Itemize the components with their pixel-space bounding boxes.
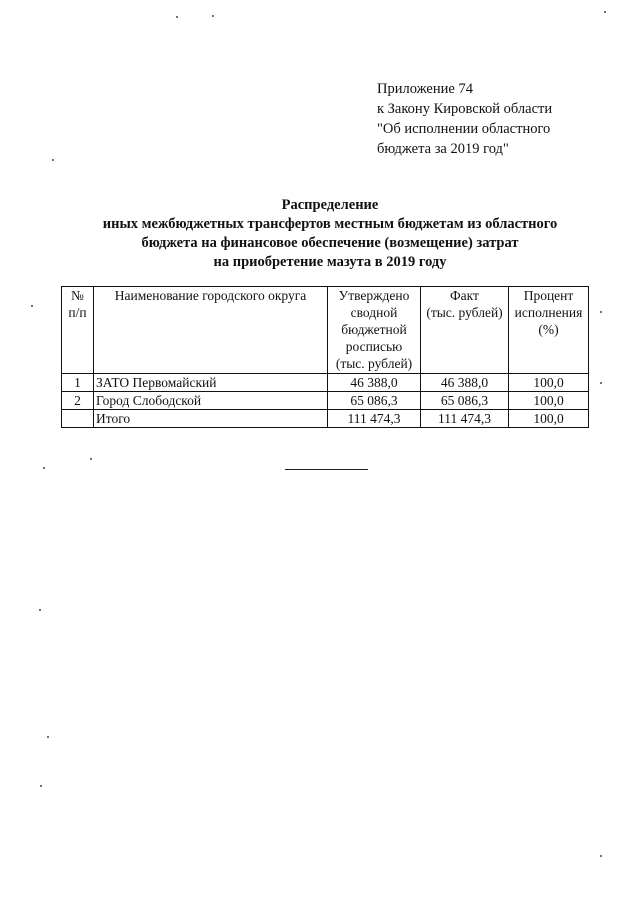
scan-speck [600,382,602,384]
scan-speck [40,785,42,787]
total-percent: 100,0 [509,410,589,428]
scan-speck [604,11,606,13]
total-label: Итого [94,410,328,428]
scan-speck [176,16,178,18]
scan-speck [600,311,602,313]
appendix-line-4: бюджета за 2019 год" [377,141,509,157]
table-total-row [62,410,589,428]
table-row [62,392,589,410]
row-approved: 65 086,3 [328,392,421,410]
scan-speck [600,855,602,857]
scan-speck [47,736,49,738]
scan-speck [212,15,214,17]
row-number: 2 [62,392,94,410]
header-district-name: Наименование городского округа [94,287,328,374]
header-number: № п/п [62,287,94,374]
total-number [62,410,94,428]
row-district-name: ЗАТО Первомайский [94,374,328,392]
row-percent: 100,0 [509,392,589,410]
scan-speck [39,609,41,611]
row-number: 1 [62,374,94,392]
appendix-block [377,79,552,159]
total-fact: 111 474,3 [421,410,509,428]
row-approved: 46 388,0 [328,374,421,392]
total-approved: 111 474,3 [328,410,421,428]
scan-speck [43,467,45,469]
row-percent: 100,0 [509,374,589,392]
title-line-3: бюджета на финансовое обеспечение (возмещение) затрат [141,235,519,251]
scan-speck [90,458,92,460]
closing-rule [285,469,368,470]
header-fact: Факт (тыс. рублей) [421,287,509,374]
appendix-line-3: "Об исполнении областного [377,121,551,137]
appendix-line-1: Приложение 74 [377,81,473,97]
table-row [62,374,589,392]
scan-speck [31,305,33,307]
row-district-name: Город Слободской [94,392,328,410]
scan-speck [52,159,54,161]
document-title [40,196,620,272]
header-percent: Процент исполнения (%) [509,287,589,374]
header-approved: Утверждено сводной бюджетной росписью (тыс. рублей) [328,287,421,374]
appendix-line-2: к Закону Кировской области [377,101,553,117]
distribution-table [61,286,589,428]
title-line-1: Распределение [281,197,379,213]
row-fact: 46 388,0 [421,374,509,392]
row-fact: 65 086,3 [421,392,509,410]
table-header-row [62,287,589,374]
title-line-2: иных межбюджетных трансфертов местным бюджетам из областного [102,216,558,232]
title-line-4: на приобретение мазута в 2019 году [213,254,447,270]
